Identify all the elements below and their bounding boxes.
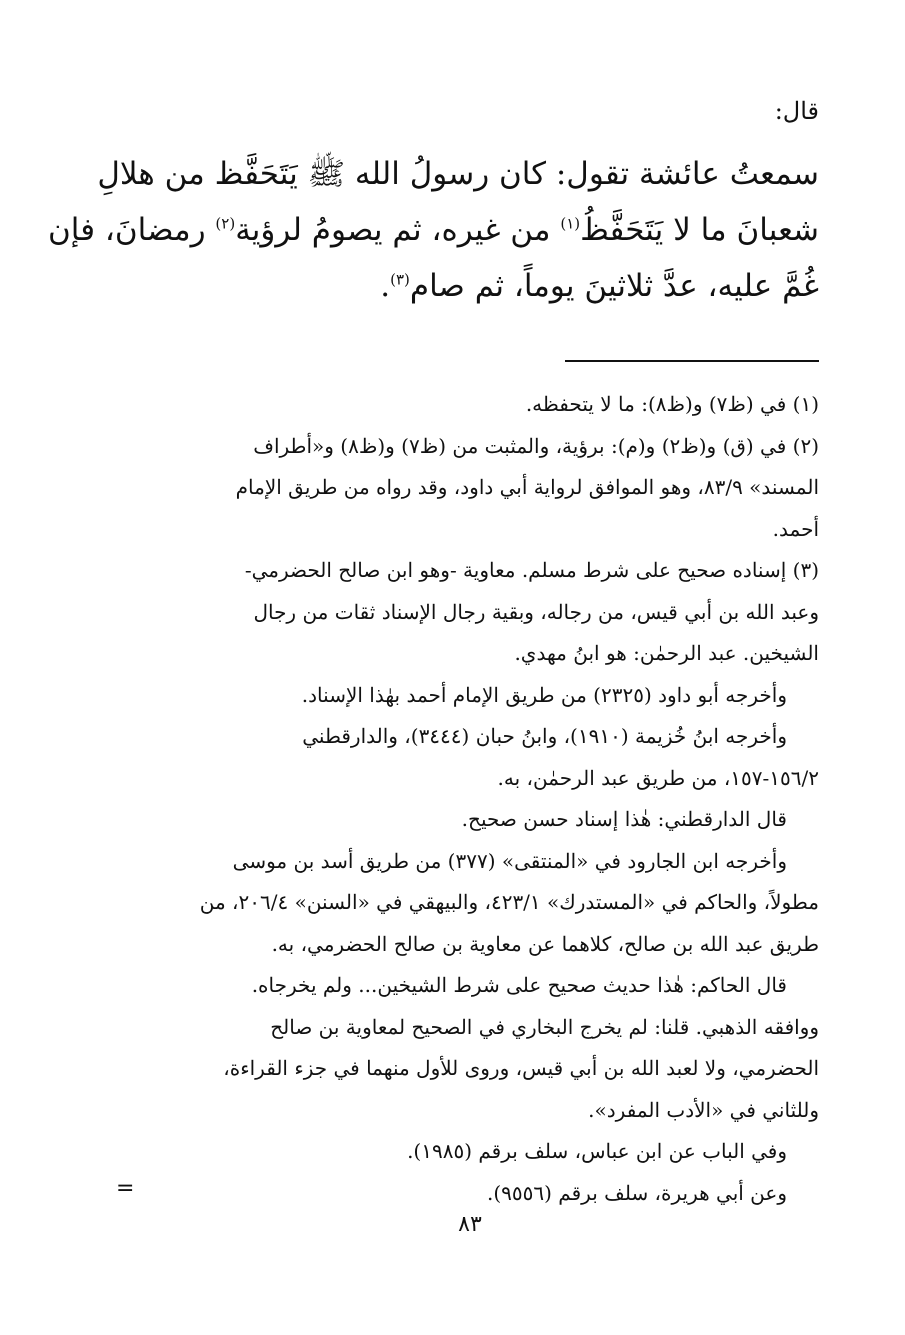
continuation-mark: = (116, 1176, 135, 1201)
hadith-line-2-part-2: من غيره، ثم يصومُ لرؤية (235, 212, 561, 248)
footnote-line: المسند» ٨٣/٩، وهو الموافق لرواية أبي داود، وقد رواه من طريق الإمام (235, 475, 819, 499)
footnote-line: الحضرمي، ولا لعبد الله بن أبي قيس، وروى للأول منهما في جزء القراءة، (223, 1056, 819, 1080)
hadith-line-3 (124, 258, 819, 314)
footnote-ref-2: (٢) (215, 214, 236, 233)
intro-line: قال: (774, 97, 819, 125)
footnote-line: طريق عبد الله بن صالح، كلاهما عن معاوية بن صالح الحضرمي، به. (271, 931, 819, 956)
hadith-line-1: سمعتُ عائشة تقول: كان رسولُ الله ﷺ يَتَحَفَّظ من هلالِ (97, 156, 819, 192)
footnote-line: ووافقه الذهبي. قلنا: لم يخرج البخاري في الصحيح لمعاوية بن صالح (270, 1014, 819, 1039)
footnote-ref-1: (١) (560, 214, 581, 233)
footnote-line: وعن أبي هريرة، سلف برقم (٩٥٥٦). (486, 1180, 787, 1205)
footnote-line: وعبد الله بن أبي قيس، من رجاله، وبقية رجال الإسناد ثقات من رجال (253, 599, 819, 624)
footnote-line: (١) في (ظ٧) و(ظ٨): ما لا يتحفظه. (525, 392, 819, 416)
footnote-line: وأخرجه ابنُ خُزيمة (١٩١٠)، وابنُ حبان (٣٤٤٤)، والدارقطني (302, 724, 787, 748)
footnote-line: مطولاً، والحاكم في «المستدرك» ٤٢٣/١، والبيهقي في «السنن» ٢٠٦/٤، من (199, 890, 819, 914)
page-number: ٨٣ (458, 1212, 482, 1237)
footnote-separator (565, 360, 819, 362)
hadith-line-3-part-2: . (380, 268, 391, 304)
footnote-line: ١٥٦/٢-١٥٧، من طريق عبد الرحمٰن، به. (497, 765, 819, 790)
footnote-line: وفي الباب عن ابن عباس، سلف برقم (١٩٨٥). (407, 1139, 787, 1163)
footnote-ref-3: (٣) (390, 270, 410, 289)
footnote-line: قال الدارقطني: هٰذا إسناد حسن صحيح. (461, 807, 787, 831)
footnote-line: قال الحاكم: هٰذا حديث صحيح على شرط الشيخين... ولم يخرجاه. (251, 973, 787, 997)
hadith-text (47, 146, 819, 314)
footnote-line: (٣) إسناده صحيح على شرط مسلم. معاوية -وهو ابن صالح الحضرمي- (244, 558, 819, 582)
hadith-line-3-part-1: غُمَّ عليه، عدَّ ثلاثينَ يوماً، ثم صام (409, 268, 819, 304)
hadith-line-2 (47, 202, 819, 258)
footnote-line: (٢) في (ق) و(ظ٢) و(م): برؤية، والمثبت من (ظ٧) و(ظ٨) و«أطراف (253, 433, 819, 458)
footnotes (119, 384, 819, 1214)
footnote-line: أحمد. (772, 516, 819, 541)
hadith-line-2-part-1: شعبانَ ما لا يَتَحَفَّظُ (580, 212, 819, 248)
footnote-line: وأخرجه ابن الجارود في «المنتقى» (٣٧٧) من طريق أسد بن موسى (232, 848, 787, 873)
footnote-line: الشيخين. عبد الرحمٰن: هو ابنُ مهدي. (514, 641, 819, 665)
hadith-line-2-part-3: رمضانَ، فإن (47, 212, 216, 248)
footnote-line: وأخرجه أبو داود (٢٣٢٥) من طريق الإمام أحمد بهٰذا الإسناد. (301, 682, 787, 707)
footnote-line: وللثاني في «الأدب المفرد». (588, 1097, 819, 1122)
